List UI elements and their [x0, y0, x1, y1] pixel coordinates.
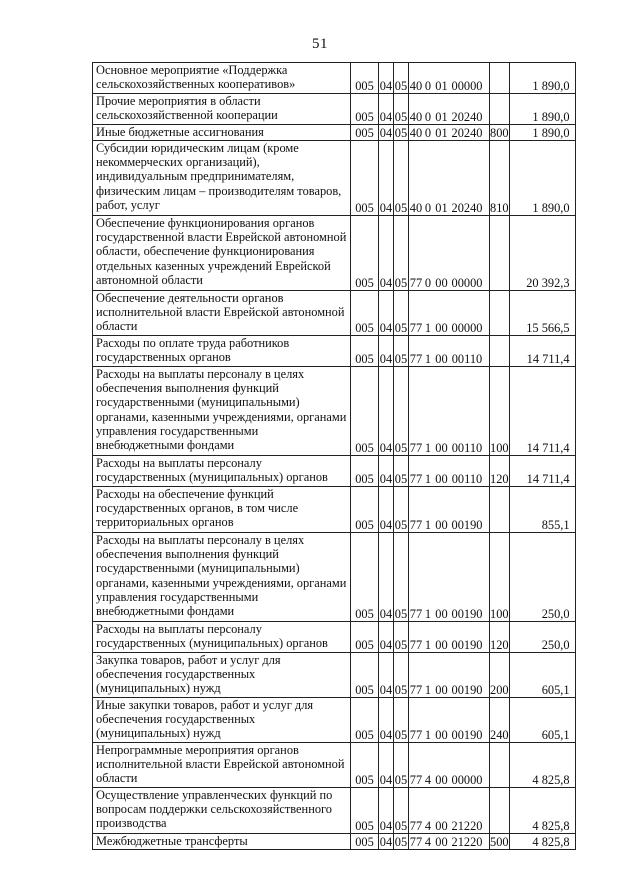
amount-cell: 855,1 [509, 487, 575, 533]
section-cell: 04 [379, 834, 393, 849]
program-code: 77 [409, 320, 423, 335]
grbs-cell: 005 [351, 367, 379, 456]
subprogram-code: 1 [424, 517, 432, 532]
expense-type-cell [490, 291, 510, 336]
subsection-cell: 05 [394, 743, 409, 788]
budget-table [92, 62, 576, 850]
section-cell: 04 [379, 63, 394, 94]
subprogram-code: 1 [424, 471, 432, 486]
table-row [93, 622, 576, 653]
subsection-cell: 05 [394, 125, 408, 140]
table-row [93, 456, 576, 487]
direction-code: 00 [435, 637, 448, 652]
direction-code: 00 [435, 275, 448, 290]
page-number: 51 [312, 36, 328, 52]
program-code: 77 [409, 772, 423, 787]
grbs-cell: 005 [351, 653, 379, 698]
table-row [93, 788, 576, 834]
target-article-cell [409, 367, 490, 456]
program-code: 77 [409, 351, 423, 366]
expense-direction-code: 20240 [451, 125, 483, 140]
amount-cell: 1 890,0 [509, 94, 575, 125]
expense-type-cell [490, 94, 510, 125]
grbs-cell: 005 [351, 487, 379, 533]
program-code: 77 [409, 682, 423, 697]
amount-cell: 605,1 [509, 653, 575, 698]
section-cell: 04 [379, 533, 394, 622]
expense-direction-code: 00000 [451, 772, 483, 787]
direction-code: 01 [435, 109, 448, 124]
target-article-cell [409, 291, 490, 336]
amount-cell: 14 711,4 [509, 336, 575, 367]
expense-type-cell: 120 [490, 456, 510, 487]
expense-name-cell: Иные бюджетные ассигнования [93, 125, 351, 141]
expense-direction-code: 20240 [451, 200, 483, 215]
grbs-cell: 005 [351, 63, 379, 94]
table-row [93, 834, 576, 850]
amount-cell: 1 890,0 [509, 63, 575, 94]
expense-type-cell [490, 487, 510, 533]
table-row [93, 94, 576, 125]
subprogram-code: 1 [424, 351, 432, 366]
expense-direction-code: 00110 [451, 440, 483, 455]
expense-direction-code: 00190 [451, 637, 483, 652]
grbs-cell: 005 [351, 698, 379, 743]
amount-cell: 14 711,4 [509, 367, 575, 456]
amount-cell: 1 890,0 [509, 141, 575, 216]
section-cell: 04 [379, 336, 394, 367]
expense-type-cell [490, 63, 510, 94]
subsection-cell: 05 [394, 622, 409, 653]
target-article-cell [409, 698, 490, 743]
subprogram-code: 0 [424, 78, 432, 93]
subprogram-code: 4 [424, 772, 432, 787]
program-code: 77 [409, 471, 423, 486]
section-cell: 04 [379, 788, 394, 834]
subprogram-code: 1 [424, 682, 432, 697]
direction-code: 00 [435, 727, 448, 742]
amount-cell: 250,0 [509, 533, 575, 622]
expense-name-cell: Субсидии юридическим лицам (кроме некоммерческих организаций), индивидуальным предпринимателям, физическим лицам – производителям товаров, работ, услуг [93, 141, 351, 216]
program-code: 40 [409, 78, 423, 93]
subprogram-code: 4 [424, 818, 432, 833]
subprogram-code: 1 [424, 637, 432, 652]
program-code: 40 [409, 109, 423, 124]
expense-direction-code: 00000 [451, 275, 483, 290]
amount-cell: 605,1 [509, 698, 575, 743]
grbs-cell: 005 [351, 834, 379, 850]
direction-code: 00 [435, 606, 448, 621]
table-row [93, 63, 576, 94]
program-code: 77 [409, 275, 423, 290]
program-code: 77 [409, 727, 423, 742]
subsection-cell: 05 [394, 653, 409, 698]
expense-direction-code: 20240 [451, 109, 483, 124]
direction-code: 00 [435, 834, 448, 849]
subprogram-code: 0 [424, 200, 432, 215]
table-row [93, 653, 576, 698]
target-article-cell [409, 94, 490, 125]
expense-type-cell: 500 [490, 834, 509, 849]
amount-cell: 4 825,8 [509, 834, 575, 850]
direction-code: 00 [435, 818, 448, 833]
expense-type-cell: 200 [490, 653, 510, 698]
expense-name-cell: Непрограммные мероприятия органов исполнительной власти Еврейской автономной области [93, 743, 351, 788]
target-article-cell [409, 788, 490, 834]
direction-code: 00 [435, 351, 448, 366]
amount-cell: 4 825,8 [509, 743, 575, 788]
grbs-cell: 005 [351, 743, 379, 788]
subsection-cell: 05 [394, 141, 409, 216]
expense-type-cell [490, 743, 510, 788]
subsection-cell: 05 [394, 834, 408, 849]
direction-code: 01 [435, 78, 448, 93]
section-cell: 04 [379, 216, 394, 291]
expense-direction-code: 00110 [451, 471, 483, 486]
amount-cell: 1 890,0 [509, 125, 575, 141]
target-article-cell [409, 63, 490, 94]
grbs-cell: 005 [351, 94, 379, 125]
target-article-cell [409, 533, 490, 622]
subsection-cell: 05 [394, 291, 409, 336]
target-article-cell [409, 141, 490, 216]
program-code: 40 [409, 125, 423, 140]
direction-code: 01 [435, 125, 448, 140]
program-code: 77 [409, 440, 423, 455]
expense-type-cell: 100 [490, 533, 510, 622]
grbs-cell: 005 [351, 622, 379, 653]
expense-direction-code: 21220 [451, 834, 483, 849]
budget-table-container [92, 62, 576, 850]
target-article-cell [409, 487, 490, 533]
expense-type-cell: 120 [490, 622, 510, 653]
target-article-cell [409, 336, 490, 367]
program-code: 77 [409, 606, 423, 621]
direction-code: 01 [435, 200, 448, 215]
target-article-cell [409, 622, 490, 653]
expense-name-cell: Расходы на выплаты персоналу в целях обеспечения выполнения функций государственными (муниципальными) органами, казенными учреждениями, органами управления государственными внебюджетными фондами [93, 367, 351, 456]
subsection-cell: 05 [394, 456, 409, 487]
table-row [93, 216, 576, 291]
direction-code: 00 [435, 517, 448, 532]
expense-direction-code: 00190 [451, 727, 483, 742]
expense-type-cell [490, 216, 510, 291]
target-article-cell [409, 743, 490, 788]
expense-direction-code: 00190 [451, 682, 483, 697]
expense-direction-code: 21220 [451, 818, 483, 833]
expense-name-cell: Осуществление управленческих функций по вопросам поддержки сельскохозяйственного производства [93, 788, 351, 834]
program-code: 77 [409, 834, 423, 849]
expense-name-cell: Расходы на выплаты персоналу государственных (муниципальных) органов [93, 622, 351, 653]
subsection-cell: 05 [394, 336, 409, 367]
section-cell: 04 [379, 141, 394, 216]
target-article-cell [409, 216, 490, 291]
amount-cell: 14 711,4 [509, 456, 575, 487]
section-cell: 04 [379, 622, 394, 653]
expense-type-cell [490, 336, 510, 367]
amount-cell: 250,0 [509, 622, 575, 653]
expense-type-cell: 240 [490, 698, 510, 743]
expense-name-cell: Расходы на выплаты персоналу в целях обеспечения выполнения функций государственными (муниципальными) органами, казенными учреждениями, органами управления государственными внебюджетными фондами [93, 533, 351, 622]
table-row [93, 743, 576, 788]
subsection-cell: 05 [394, 487, 409, 533]
grbs-cell: 005 [351, 291, 379, 336]
expense-name-cell: Межбюджетные трансферты [93, 834, 351, 850]
table-row [93, 698, 576, 743]
target-article-cell [409, 456, 490, 487]
section-cell: 04 [379, 653, 394, 698]
subsection-cell: 05 [394, 788, 409, 834]
section-cell: 04 [379, 698, 394, 743]
subsection-cell: 05 [394, 533, 409, 622]
program-code: 77 [409, 517, 423, 532]
expense-type-cell: 800 [490, 125, 509, 140]
direction-code: 00 [435, 772, 448, 787]
subprogram-code: 1 [424, 440, 432, 455]
expense-name-cell: Обеспечение функционирования органов государственной власти Еврейской автономной области, обеспечение функционирования отдельных казенных учреждений Еврейской автономной области [93, 216, 351, 291]
section-cell: 04 [379, 456, 394, 487]
subsection-cell: 05 [394, 698, 409, 743]
table-row [93, 125, 576, 141]
subsection-cell: 05 [394, 367, 409, 456]
grbs-cell: 005 [351, 456, 379, 487]
grbs-cell: 005 [351, 216, 379, 291]
subsection-cell: 05 [394, 216, 409, 291]
subprogram-code: 1 [424, 727, 432, 742]
expense-direction-code: 00000 [451, 78, 483, 93]
program-code: 77 [409, 818, 423, 833]
table-row [93, 487, 576, 533]
direction-code: 00 [435, 471, 448, 486]
expense-name-cell: Расходы по оплате труда работников государственных органов [93, 336, 351, 367]
target-article-cell [409, 653, 490, 698]
expense-name-cell: Прочие мероприятия в области сельскохозяйственной кооперации [93, 94, 351, 125]
expense-type-cell: 810 [490, 141, 510, 216]
section-cell: 04 [379, 487, 394, 533]
table-row [93, 336, 576, 367]
expense-direction-code: 00190 [451, 606, 483, 621]
subprogram-code: 0 [424, 109, 432, 124]
expense-direction-code: 00110 [451, 351, 483, 366]
section-cell: 04 [379, 743, 394, 788]
section-cell: 04 [379, 94, 394, 125]
expense-type-cell: 100 [490, 367, 510, 456]
grbs-cell: 005 [351, 788, 379, 834]
subprogram-code: 1 [424, 320, 432, 335]
expense-name-cell: Основное мероприятие «Поддержка сельскохозяйственных кооперативов» [93, 63, 351, 94]
section-cell: 04 [379, 367, 394, 456]
subsection-cell: 05 [394, 63, 409, 94]
subsection-cell: 05 [394, 94, 409, 125]
expense-name-cell: Иные закупки товаров, работ и услуг для обеспечения государственных (муниципальных) нужд [93, 698, 351, 743]
amount-cell: 15 566,5 [509, 291, 575, 336]
grbs-cell: 005 [351, 141, 379, 216]
grbs-cell: 005 [351, 125, 379, 141]
amount-cell: 20 392,3 [509, 216, 575, 291]
target-article-cell [409, 834, 490, 850]
subprogram-code: 1 [424, 606, 432, 621]
expense-type-cell [490, 788, 510, 834]
table-row [93, 291, 576, 336]
subprogram-code: 0 [424, 275, 432, 290]
table-row [93, 533, 576, 622]
amount-cell: 4 825,8 [509, 788, 575, 834]
expense-direction-code: 00190 [451, 517, 483, 532]
grbs-cell: 005 [351, 533, 379, 622]
section-cell: 04 [379, 125, 393, 140]
expense-direction-code: 00000 [451, 320, 483, 335]
program-code: 40 [409, 200, 423, 215]
budget-table-body [93, 63, 576, 850]
expense-name-cell: Закупка товаров, работ и услуг для обеспечения государственных (муниципальных) нужд [93, 653, 351, 698]
grbs-cell: 005 [351, 336, 379, 367]
direction-code: 00 [435, 440, 448, 455]
direction-code: 00 [435, 320, 448, 335]
section-cell: 04 [379, 291, 394, 336]
target-article-cell [409, 125, 490, 141]
table-row [93, 367, 576, 456]
direction-code: 00 [435, 682, 448, 697]
expense-name-cell: Расходы на выплаты персоналу государственных (муниципальных) органов [93, 456, 351, 487]
table-row [93, 141, 576, 216]
expense-name-cell: Расходы на обеспечение функций государственных органов, в том числе территориальных органов [93, 487, 351, 533]
subprogram-code: 0 [424, 125, 432, 140]
expense-name-cell: Обеспечение деятельности органов исполнительной власти Еврейской автономной области [93, 291, 351, 336]
program-code: 77 [409, 637, 423, 652]
subprogram-code: 4 [424, 834, 432, 849]
